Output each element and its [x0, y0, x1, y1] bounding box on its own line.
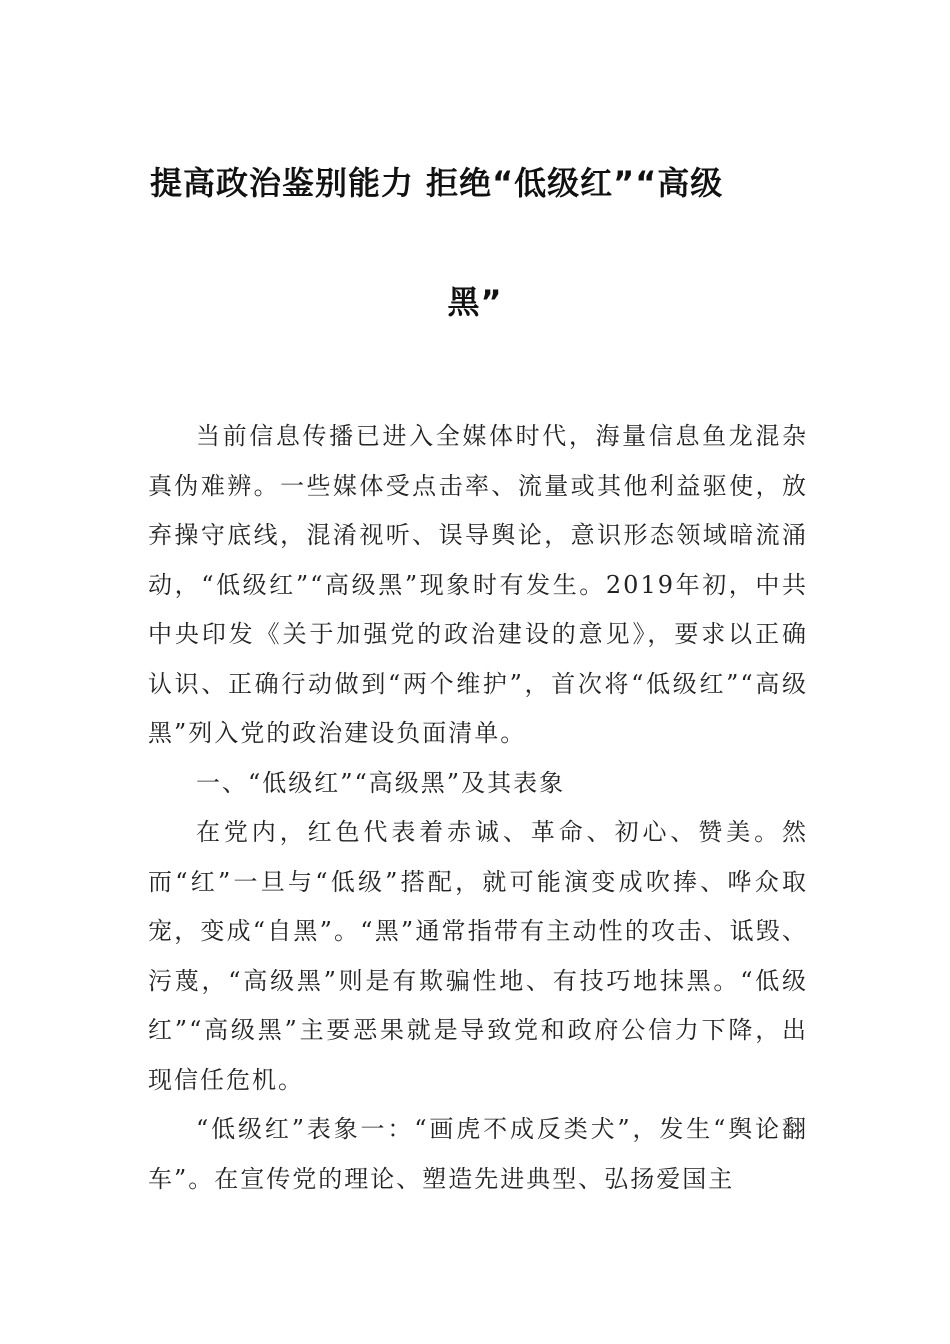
- paragraph-manifestation-1: “低级红”表象一：“画虎不成反类犬”，发生“舆论翻车”。在宣传党的理论、塑造先进典型、弘扬爱国主: [148, 1115, 808, 1193]
- document-body: [148, 412, 808, 1204]
- paragraph-definition: 在党内，红色代表着赤诚、革命、初心、赞美。然而“红”一旦与“低级”搭配，就可能演变成吹捧、哗众取宠，变成“自黑”。“黑”通常指带有主动性的攻击、诋毁、污蔑，“高级黑”则是有欺骗性地、有技巧地抹黑。“低级红”“高级黑”主要恶果就是导致党和政府公信力下降，出现信任危机。: [148, 818, 808, 1094]
- document-title-line-1: 提高政治鉴别能力 拒绝“低级红”“高级: [150, 164, 724, 202]
- section-heading-1: 一、“低级红”“高级黑”及其表象: [196, 768, 566, 797]
- document-title-line-2: 黑”: [447, 283, 503, 321]
- paragraph-intro: 当前信息传播已进入全媒体时代，海量信息鱼龙混杂真伪难辨。一些媒体受点击率、流量或其他利益驱使，放弃操守底线，混淆视听、误导舆论，意识形态领域暗流涌动，“低级红”“高级黑”现象时有发生。2019年初，中共中央印发《关于加强党的政治建设的意见》，要求以正确认识、正确行动做到“两个维护”，首次将“低级红”“高级黑”列入党的政治建设负面清单。: [148, 422, 808, 747]
